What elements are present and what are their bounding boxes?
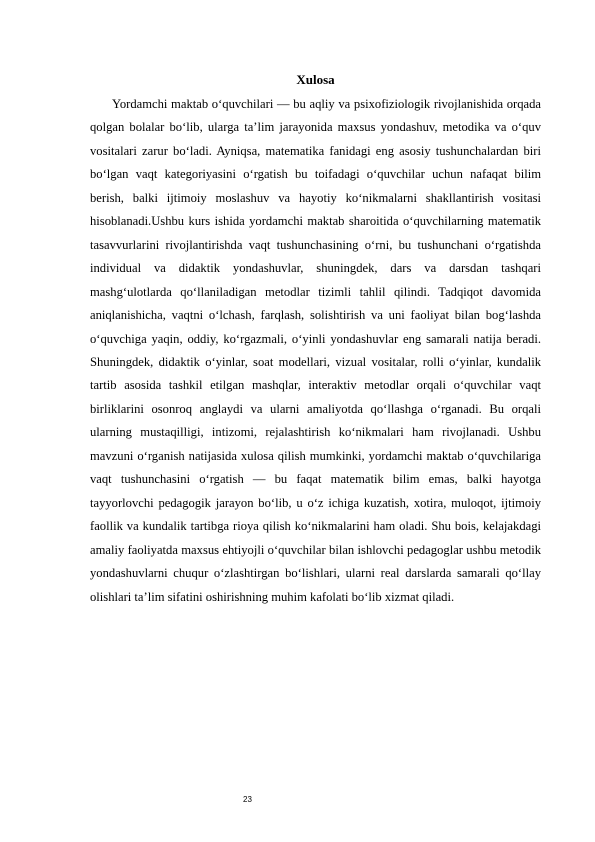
page-number: 23	[243, 795, 252, 804]
section-title: Xulosa	[296, 72, 335, 87]
conclusion-paragraph: Yordamchi maktab o‘quvchilari — bu aqliy va psixofiziologik rivojlanishida orqada qolgan bolalar bo‘lib, ularga ta’lim jarayonida maxsus yondashuv, metodika va o‘quv vositalari zarur bo‘ladi. Ayniqsa, matematika fanidagi eng asosiy tushunchalardan biri bo‘lgan vaqt kategoriyasini o‘rgatish bu toifadagi o‘quvchilar uchun nafaqat bilim berish, balki ijtimoiy moslashuv va hayotiy ko‘nikmalarni shakllantirish vositasi hisoblanadi.Ushbu kurs ishida yordamchi maktab sharoitida o‘quvchilarning matematik tasavvurlarini rivojlantirishda vaqt tushunchasining o‘rni, bu tushunchani o‘rgatishda individual va didaktik yondashuvlar, shuningdek, dars va darsdan tashqari mashg‘ulotlarda qo‘llaniladigan metodlar tizimli tahlil qilindi. Tadqiqot davomida aniqlanishicha, vaqtni o‘lchash, farqlash, solishtirish va uni faoliyat bilan bog‘lashda o‘quvchiga yaqin, oddiy, ko‘rgazmali, o‘yinli yondashuvlar eng samarali natija beradi. Shuningdek, didaktik o‘yinlar, soat modellari, vizual vositalar, rolli o‘yinlar, kundalik tartib asosida tashkil etilgan mashqlar, interaktiv metodlar orqali o‘quvchilar vaqt birliklarini osonroq anglaydi va ularni amaliyotda qo‘llashga o‘rganadi. Bu orqali ularning mustaqilligi, intizomi, rejalashtirish ko‘nikmalari ham rivojlanadi. Ushbu mavzuni o‘rganish natijasida xulosa qilish mumkinki, yordamchi maktab o‘quvchilariga vaqt tushunchasini o‘rgatish — bu faqat matematik bilim emas, balki hayotga tayyorlovchi pedagogik jarayon bo‘lib, u o‘z ichiga kuzatish, xotira, muloqot, ijtimoiy faollik va kundalik tartibga rioya qilish ko‘nikmalarini ham oladi. Shu bois, kelajakdagi amaliy faoliyatda maxsus ehtiyojli o‘quvchilar bilan ishlovchi pedagoglar ushbu metodik yondashuvlarni chuqur o‘zlashtirgan bo‘lishlari, ularni real darslarda samarali qo‘llay olishlari ta’lim sifatini oshirishning muhim kafolati bo‘lib xizmat qiladi.	[90, 97, 541, 604]
